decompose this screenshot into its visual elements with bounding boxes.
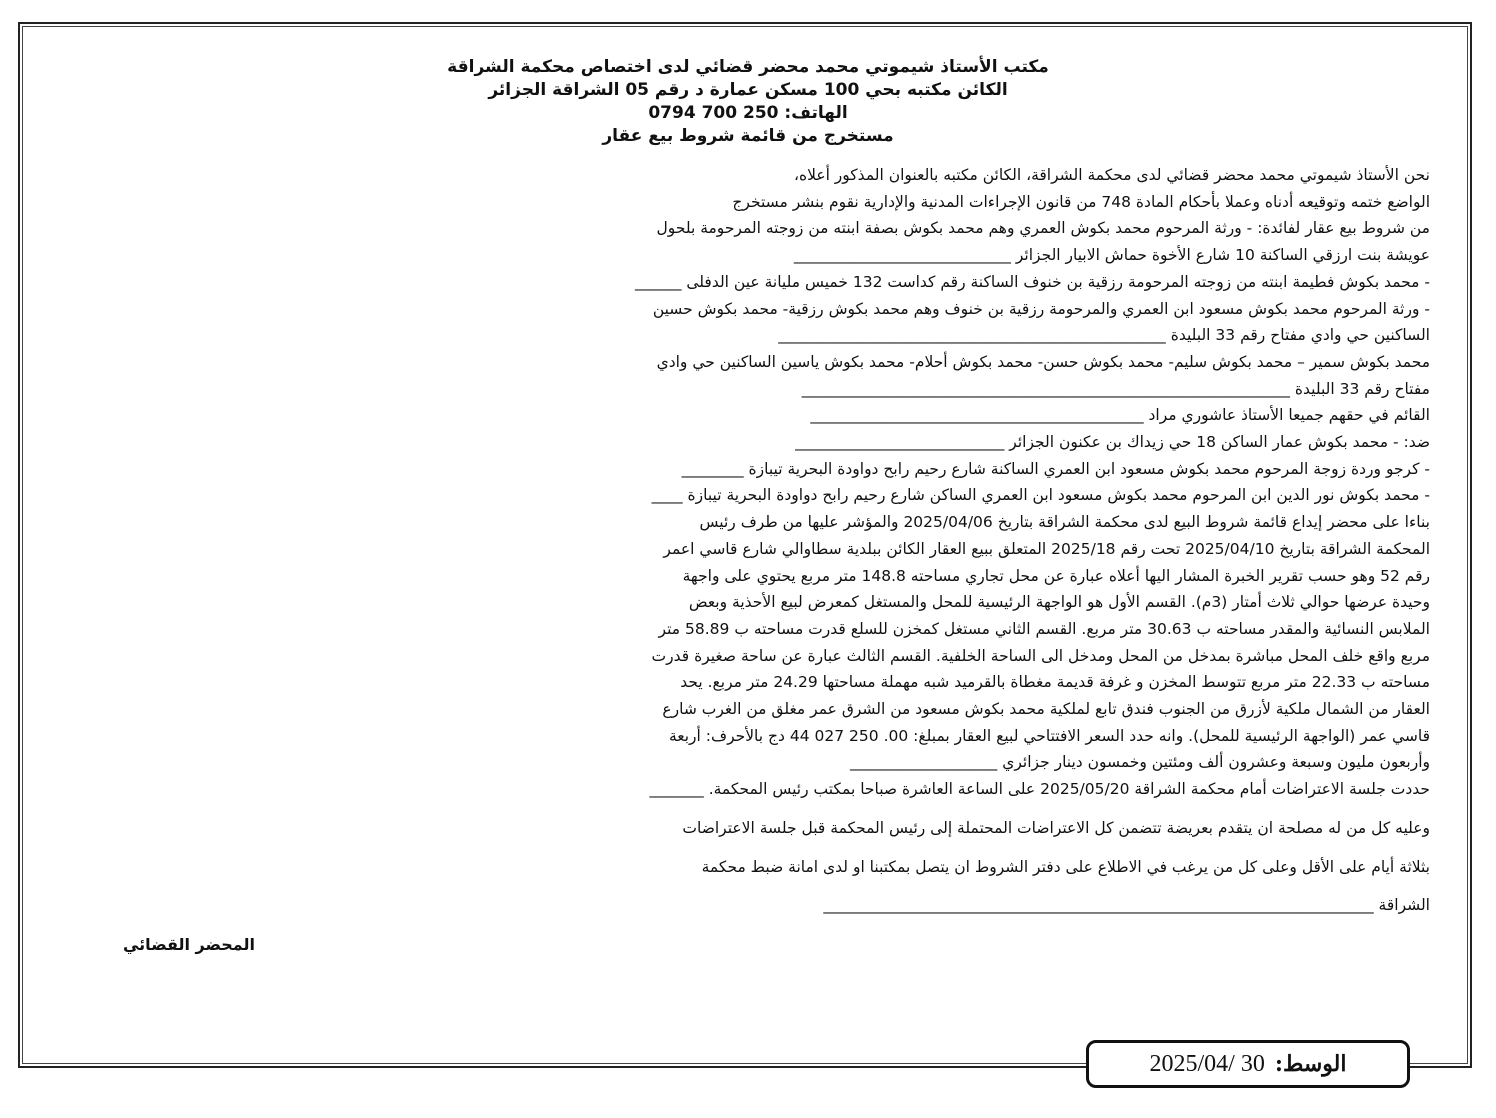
notice-line: مربع واقع خلف المحل مباشرة بمدخل من المحل ومدخل الى الساحة الخلفية. القسم الثالث عبارة عن ساحة صغيرة قدرت (651, 646, 1430, 665)
notice-line: الساكنين حي وادي مفتاح رقم 33 البليدة __________________________________________________ (778, 326, 1430, 345)
legal-notice (66, 56, 1430, 1046)
notice-line: الواضع ختمه وتوقيعه أدناه وعملا بأحكام المادة 748 من قانون الإجراءات المدنية والإدارية نقوم بنشر مستخرج (732, 192, 1430, 211)
notice-line: وحيدة عرضها حوالي ثلاث أمتار (3م). القسم الأول هو الواجهة الرئيسية للمحل والمستغل كمعرض لبيع الأحذية وبعض (688, 593, 1430, 612)
office-address: الكائن مكتبه بحي 100 مسكن عمارة د رقم 05 الشراقة الجزائر (488, 80, 1008, 100)
paragraph-spacer (66, 880, 1430, 892)
notice-line: الشراقة _______________________________________________________________________ (823, 896, 1430, 915)
notice-line: الملابس النسائية والمقدر مساحته ب 30.63 متر مربع. القسم الثاني مستغل كمخزن للسلع قدرت مساحته ب 58.89 متر (658, 619, 1430, 638)
notice-line: بثلاثة أيام على الأقل وعلى كل من يرغب في الاطلاع على دفتر الشروط ان يتصل بمكتبنا او لدى امانة ضبط محكمة (701, 857, 1430, 876)
notice-line: المحكمة الشراقة بتاريخ 2025/04/10 تحت رقم 2025/18 المتعلق ببيع العقار الكائن ببلدية سطاوالي شارع قاسي اعمر (663, 539, 1430, 558)
notice-line: محمد بكوش سمير – محمد بكوش سليم- محمد بكوش حسن- محمد بكوش أحلام- محمد بكوش ياسين الساكنين حي وادي (656, 352, 1430, 371)
paragraph-spacer (66, 803, 1430, 815)
notice-header (66, 56, 1430, 148)
office-phone: الهاتف: 250 700 0794 (648, 103, 848, 123)
notice-line: رقم 52 وهو حسب تقرير الخبرة المشار اليها أعلاه عبارة عن محل تجاري مساحته 148.8 متر مربع يحتوي على واجهة (682, 566, 1430, 585)
notice-line: حددت جلسة الاعتراضات أمام محكمة الشراقة 2025/05/20 على الساعة العاشرة صباحا بمكتب رئيس المحكمة. _______ (649, 780, 1430, 799)
notice-line: - محمد بكوش نور الدين ابن المرحوم محمد بكوش مسعود ابن العمري الساكن شارع رحيم رابح دواودة البحرية تيبازة ____ (651, 486, 1430, 505)
notice-line: وأربعون مليون وسبعة وعشرون ألف ومئتين وخمسون دينار جزائري ___________________ (850, 753, 1430, 772)
notice-line: - ورثة المرحوم محمد بكوش مسعود ابن العمري والمرحومة رزقية بن خنوف وهم محمد بكوش رزقية- محمد بكوش حسين (652, 299, 1430, 318)
notice-line: مفتاح رقم 33 البليدة _______________________________________________________________ (801, 379, 1430, 398)
paragraph-spacer (66, 842, 1430, 854)
publication-stamp (1086, 1040, 1410, 1088)
notice-title: مستخرج من قائمة شروط بيع عقار (602, 126, 894, 146)
notice-line: وعليه كل من له مصلحة ان يتقدم بعريضة تتضمن كل الاعتراضات المحتملة إلى رئيس المحكمة قبل جلسة الاعتراضات (682, 818, 1430, 837)
notice-line: ضد: - محمد بكوش عمار الساكن 18 حي زيداك بن عكنون الجزائر ___________________________ (795, 433, 1430, 452)
notice-line: من شروط بيع عقار لفائدة: - ورثة المرحوم محمد بكوش العمري وهم محمد بكوش بصفة ابنته من زوجته المرحومة بلحول (656, 219, 1430, 238)
signature: المحضر القضائي (122, 934, 255, 954)
notice-line: العقار من الشمال ملكية لأزرق من الجنوب فندق تابع لملكية محمد بكوش مسعود من الشرق عمر مغلق من الغرب شارع (662, 700, 1430, 719)
publication-date: 2025/04/ 30 (1149, 1050, 1265, 1077)
notice-line: مساحته ب 22.33 متر مربع تتوسط المخزن و غرفة قديمة مغطاة بالقرميد شبه مهملة مساحتها 24.29 متر مربع. يحد (680, 673, 1430, 692)
office-name: مكتب الأستاذ شيموتي محمد محضر قضائي لدى اختصاص محكمة الشراقة (447, 57, 1049, 77)
notice-line: - كرجو وردة زوجة المرحوم محمد بكوش مسعود ابن العمري الساكنة شارع رحيم رابح دواودة البحرية تيبازة ________ (681, 459, 1430, 478)
notice-body (66, 162, 1430, 919)
notice-line: بناءا على محضر إيداع قائمة شروط البيع لدى محكمة الشراقة بتاريخ 2025/04/06 والمؤشر عليها من طرف رئيس (699, 513, 1430, 532)
notice-line: قاسي عمر (الواجهة الرئيسية للمحل). وانه حدد السعر الافتتاحي لبيع العقار بمبلغ: 00. 250 027 44 دج بالأحرف: أربعة (668, 726, 1430, 745)
notice-line: نحن الأستاذ شيموتي محمد محضر قضائي لدى محكمة الشراقة، الكائن مكتبه بالعنوان المذكور أعلاه، (793, 166, 1430, 184)
notice-line: عويشة بنت ارزقي الساكنة 10 شارع الأخوة حماش الابيار الجزائر ____________________________ (793, 246, 1430, 265)
newspaper-name: الوسط: (1274, 1051, 1347, 1077)
notice-line: - محمد بكوش فطيمة ابنته من زوجته المرحومة رزقية بن خنوف الساكنة رقم كداست 132 خميس مليانة عين الدفلى ______ (634, 272, 1430, 291)
notice-line: القائم في حقهم جميعا الأستاذ عاشوري مراد ___________________________________________ (810, 406, 1430, 425)
